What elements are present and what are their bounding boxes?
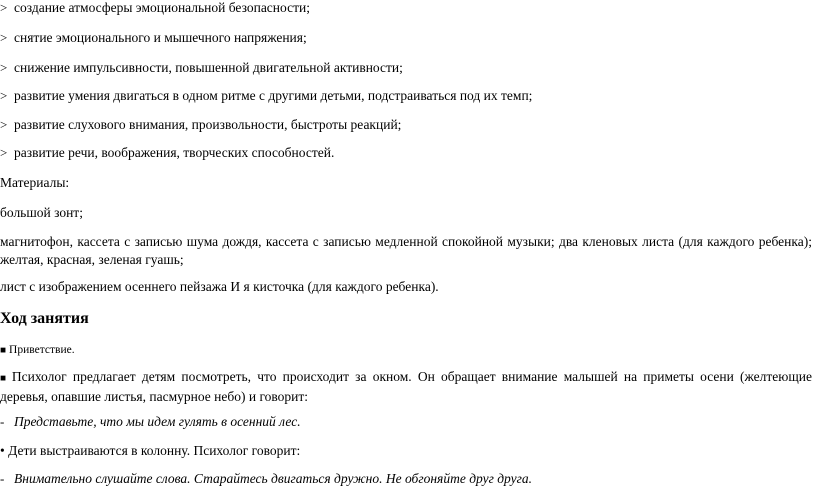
section-heading: Ход занятия [0,310,89,327]
goal-marker: > [0,30,8,45]
speech-text: Представьте, что мы идем гулять в осенний лес. [14,414,301,429]
dash-marker: - [0,471,5,486]
goal-marker: > [0,0,8,15]
dash-marker: - [0,414,5,429]
greeting-line [0,342,75,359]
materials-item: лист с изображением осеннего пейзажа И я кисточка (для каждого ребенка). [0,279,439,294]
goal-item [0,145,334,161]
square-bullet-icon: ■ [0,373,9,384]
speech-text: Внимательно слушайте слова. Старайтесь двигаться дружно. Не обгоняйте друг друга. [14,471,533,486]
goal-text: снижение импульсивности, повышенной двигательной активности; [14,60,403,75]
goal-text: развитие умения двигаться в одном ритме с другими детьми, подстраиваться под их темп; [14,88,533,103]
speech-line [0,414,301,430]
goal-item [0,60,403,76]
goal-item [0,88,532,104]
goal-marker: > [0,145,8,160]
goal-marker: > [0,88,8,103]
speech-line [0,471,532,487]
goal-text: развитие слухового внимания, произвольности, быстроты реакций; [14,117,402,132]
materials-item: большой зонт; [0,205,83,220]
instruction-line [0,443,300,459]
goal-text: снятие эмоционального и мышечного напряжения; [14,30,307,45]
goal-text: развитие речи, воображения, творческих способностей. [14,145,335,160]
materials-item: магнитофон, кассета с записью шума дождя, кассета с записью медленной спокойной музыки; два кленовых листа (для каждого ребенка); желтая, красная, зеленая гуашь; [0,234,812,267]
goal-text: создание атмосферы эмоциональной безопасности; [14,0,310,15]
instruction-text: Дети выстраиваются в колонну. Психолог говорит: [8,443,301,458]
paragraph-text: Психолог предлагает детям посмотреть, что происходит за окном. Он обращает внимание малышей на приметы осени (желтеющие деревья, опавшие листья, пасмурное небо) и говорит: [0,369,812,404]
greeting-text: Приветствие. [9,344,75,356]
goal-item [0,117,401,133]
goal-item [0,0,310,16]
goal-item [0,30,307,46]
goal-marker: > [0,117,8,132]
goal-marker: > [0,60,8,75]
square-bullet-icon: ■ [0,345,7,356]
lesson-paragraph [0,368,812,406]
materials-label: Материалы: [0,175,70,190]
bullet-icon: • [0,443,5,458]
